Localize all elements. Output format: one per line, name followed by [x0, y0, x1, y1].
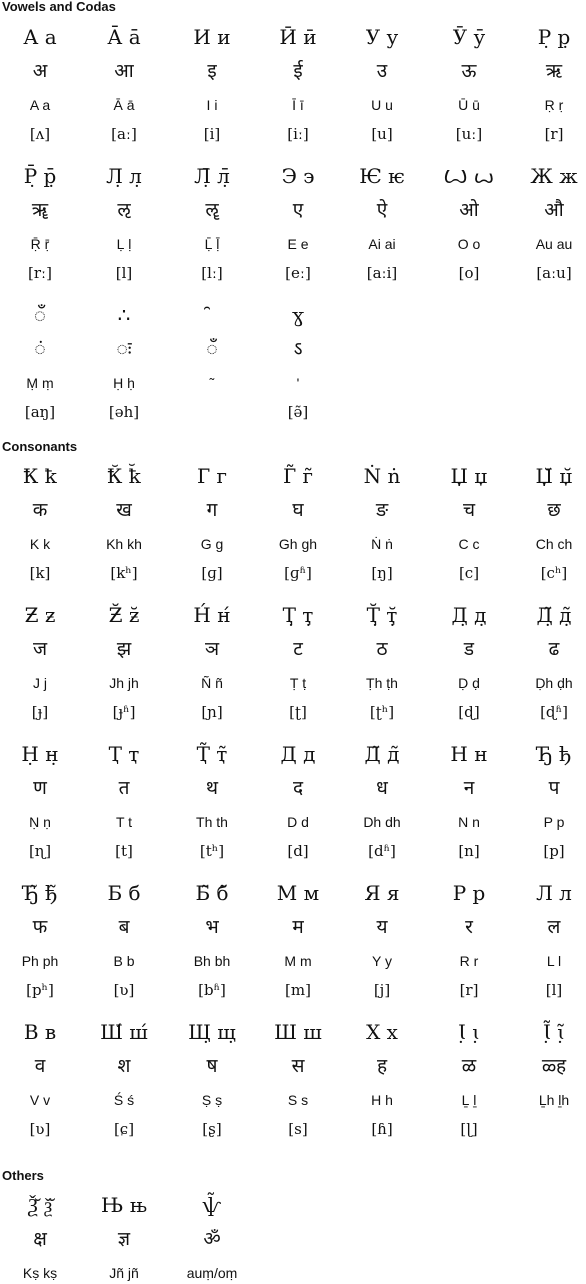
- latin-transliteration: Gh gh: [278, 536, 318, 552]
- ipa-pronunciation: [ʈ]: [289, 703, 307, 721]
- cyrillic-letter: Н̣ н̣: [21, 742, 59, 766]
- cyrillic-letter: ँ: [34, 303, 46, 327]
- latin-transliteration: U u: [371, 97, 393, 113]
- devanagari-letter: ए: [292, 199, 304, 221]
- latin-transliteration: K k: [29, 536, 51, 552]
- latin-transliteration: Ś ś: [113, 1092, 135, 1108]
- devanagari-letter: ग: [206, 499, 218, 521]
- devanagari-letter: य: [376, 916, 388, 938]
- cyrillic-letter: А̄ а̄: [107, 25, 141, 49]
- ipa-pronunciation: [u]: [371, 125, 393, 143]
- latin-transliteration: Y y: [372, 953, 392, 969]
- cyrillic-letter: Џ̆ џ̆: [535, 464, 573, 488]
- ipa-pronunciation: [pʰ]: [26, 981, 54, 999]
- ipa-pronunciation: [ɭ]: [460, 1120, 478, 1138]
- cyrillic-letter: Д̃ д̃: [364, 742, 400, 766]
- cyrillic-letter: Ш́ ш́: [100, 1020, 148, 1044]
- cyrillic-letter: Ђ ђ: [536, 742, 572, 766]
- devanagari-letter: द: [292, 777, 304, 799]
- devanagari-letter: ब: [118, 916, 130, 938]
- devanagari-letter: ळ्ह: [541, 1055, 567, 1077]
- ipa-pronunciation: [rː]: [28, 264, 52, 282]
- latin-transliteration: N n: [458, 814, 480, 830]
- cyrillic-letter: ѱ̃: [202, 1193, 222, 1217]
- devanagari-letter: झ: [116, 638, 132, 660]
- ipa-pronunciation: [aŋ]: [24, 403, 56, 421]
- ipa-pronunciation: [ə̃]: [287, 403, 309, 421]
- cyrillic-letter: Ꝁ̆ ꝁ̆: [106, 464, 142, 488]
- latin-transliteration: Kṣ kṣ: [22, 1265, 58, 1281]
- latin-transliteration: Ḍ ḍ: [458, 675, 480, 691]
- devanagari-letter: ज: [32, 638, 48, 660]
- latin-transliteration: O o: [457, 236, 481, 252]
- ipa-pronunciation: [ɳ]: [28, 842, 52, 860]
- cyrillic-letter: Н́ н́: [193, 603, 231, 627]
- latin-transliteration: D d: [287, 814, 309, 830]
- ipa-pronunciation: [j]: [373, 981, 391, 999]
- ipa-pronunciation: [aːi]: [366, 264, 398, 282]
- ipa-pronunciation: [aː]: [111, 125, 137, 143]
- devanagari-letter: स: [291, 1055, 305, 1077]
- ipa-pronunciation: [m]: [285, 981, 311, 999]
- latin-transliteration: M m: [284, 953, 312, 969]
- ipa-pronunciation: [ɡ]: [201, 564, 223, 582]
- devanagari-letter: ळ: [461, 1055, 477, 1077]
- devanagari-letter: ओ: [459, 199, 479, 221]
- latin-transliteration: Kh kh: [106, 536, 142, 552]
- devanagari-letter: ॠ: [31, 199, 49, 221]
- devanagari-letter: ल: [547, 916, 561, 938]
- devanagari-letter: अ: [32, 60, 48, 82]
- latin-transliteration: Ḥ ḥ: [113, 375, 135, 391]
- cyrillic-letter: Э э: [281, 164, 315, 188]
- cyrillic-letter: Ѥ ѥ: [359, 164, 405, 188]
- cyrillic-letter: Ӣ ӣ: [279, 25, 317, 49]
- cyrillic-letter: [170, 303, 254, 327]
- ipa-pronunciation: [i]: [203, 125, 221, 143]
- latin-transliteration: H h: [371, 1092, 393, 1108]
- ipa-pronunciation: [ʈʰ]: [369, 703, 395, 721]
- cyrillic-letter: Д̣ д̣: [451, 603, 487, 627]
- ipa-pronunciation: [ʋ]: [29, 1120, 51, 1138]
- latin-transliteration: Ṣ ṣ: [201, 1092, 223, 1108]
- cyrillic-letter: Н н: [450, 742, 488, 766]
- devanagari-letter: श: [117, 1055, 131, 1077]
- devanagari-letter: औ: [544, 199, 564, 221]
- devanagari-letter: आ: [114, 60, 134, 82]
- latin-transliteration: Jh jh: [109, 675, 139, 691]
- ipa-pronunciation: [p]: [543, 842, 565, 860]
- ipa-pronunciation: [eː]: [285, 264, 311, 282]
- ipa-pronunciation: [ɦ]: [371, 1120, 393, 1138]
- devanagari-letter: छ: [547, 499, 561, 521]
- cyrillic-letter: Г̃ г̃: [282, 464, 314, 488]
- cyrillic-letter: Р р: [452, 881, 486, 905]
- latin-transliteration: S s: [287, 1092, 309, 1108]
- ipa-pronunciation: [t]: [115, 842, 133, 860]
- devanagari-letter: उ: [376, 60, 388, 82]
- ipa-pronunciation: [ɡʱ]: [284, 564, 312, 582]
- devanagari-letter: क्ष: [33, 1228, 47, 1250]
- latin-transliteration: ': [296, 375, 300, 391]
- cyrillic-letter: В в: [23, 1020, 57, 1044]
- latin-transliteration: B b: [113, 953, 135, 969]
- latin-transliteration: I i: [206, 97, 218, 113]
- ipa-pronunciation: [ʋ]: [113, 981, 135, 999]
- devanagari-letter: ध: [376, 777, 388, 799]
- devanagari-letter: ण: [33, 777, 47, 799]
- ipa-pronunciation: [s]: [288, 1120, 308, 1138]
- cyrillic-letter: Х х: [366, 1020, 398, 1044]
- cyrillic-letter: Џ џ: [450, 464, 488, 488]
- latin-transliteration: Ṭ ṭ: [289, 675, 307, 691]
- devanagari-letter: ॐ: [203, 1228, 221, 1250]
- devanagari-letter: फ: [32, 916, 48, 938]
- latin-transliteration: Ai ai: [368, 236, 396, 252]
- latin-transliteration: Ph ph: [21, 953, 59, 969]
- ipa-pronunciation: [l]: [115, 264, 133, 282]
- cyrillic-letter: Ƶ ƶ: [24, 603, 56, 627]
- ipa-pronunciation: [ʌ]: [29, 125, 51, 143]
- devanagari-letter: प: [548, 777, 560, 799]
- latin-transliteration: Ḻh ḻh: [538, 1092, 570, 1108]
- cyrillic-letter: Л л: [536, 881, 572, 905]
- ipa-pronunciation: [ɲ]: [201, 703, 223, 721]
- latin-transliteration: auṃ/oṃ: [186, 1265, 238, 1281]
- cyrillic-letter: Ҭ̣ ҭ̣: [282, 603, 314, 627]
- latin-transliteration: Ṃ ṃ: [26, 375, 54, 391]
- devanagari-letter: ड: [463, 638, 475, 660]
- ipa-pronunciation: [iː]: [287, 125, 309, 143]
- latin-transliteration: Ṭh ṭh: [366, 675, 398, 691]
- section-title-vowels: Vowels and Codas: [2, 0, 116, 14]
- cyrillic-letter: Ꙇ̣ ꙇ̣: [457, 1020, 481, 1044]
- cyrillic-letter: Д̣̃ д̣̃: [536, 603, 572, 627]
- ipa-pronunciation: [ɖ]: [458, 703, 480, 721]
- cyrillic-letter: Ṅ ṅ: [363, 464, 401, 488]
- cyrillic-letter: Ҭ̣̆ ҭ̣̆: [366, 603, 398, 627]
- ipa-pronunciation: [ŋ]: [371, 564, 393, 582]
- latin-transliteration: Ḍh ḍh: [535, 675, 573, 691]
- cyrillic-letter: Ꙍ ꙍ: [443, 164, 495, 188]
- cyrillic-letter: Щ̣ щ̣: [188, 1020, 236, 1044]
- cyrillic-letter: Г г: [196, 464, 228, 488]
- latin-transliteration: Bh bh: [193, 953, 231, 969]
- latin-transliteration: ˜: [209, 375, 215, 391]
- ipa-pronunciation: [lː]: [201, 264, 223, 282]
- cyrillic-letter: Ж ж: [530, 164, 578, 188]
- latin-transliteration: L l: [546, 953, 562, 969]
- ipa-pronunciation: [k]: [29, 564, 51, 582]
- section-title-others: Others: [2, 1168, 44, 1183]
- latin-transliteration: Jñ jñ: [109, 1265, 139, 1281]
- cyrillic-letter: Р̣̄ р̣̄: [23, 164, 57, 188]
- cyrillic-letter: Ӯ ӯ: [452, 25, 486, 49]
- cyrillic-letter: Ѯ̆ ѯ̆: [27, 1193, 53, 1217]
- cyrillic-letter: Ђ̃ ђ̃: [22, 881, 58, 905]
- cyrillic-letter: Я я: [364, 881, 400, 905]
- ipa-pronunciation: [n]: [458, 842, 480, 860]
- ipa-pronunciation: [aːu]: [536, 264, 572, 282]
- latin-transliteration: P p: [543, 814, 565, 830]
- devanagari-letter: थ: [205, 777, 219, 799]
- latin-transliteration: Ū ū: [458, 97, 480, 113]
- latin-transliteration: Ṅ ṅ: [371, 536, 393, 552]
- devanagari-letter: ङ: [375, 499, 389, 521]
- devanagari-letter: ष: [206, 1055, 218, 1077]
- devanagari-letter: म: [292, 916, 304, 938]
- cyrillic-letter: У у: [365, 25, 399, 49]
- cyrillic-letter: Д д: [280, 742, 316, 766]
- devanagari-letter: ई: [293, 60, 303, 82]
- devanagari-letter: च: [462, 499, 476, 521]
- latin-transliteration: A a: [29, 97, 51, 113]
- devanagari-letter: ऐ: [376, 199, 388, 221]
- ipa-pronunciation: [uː]: [455, 125, 483, 143]
- ipa-pronunciation: [əh]: [108, 403, 140, 421]
- latin-transliteration: J j: [33, 675, 47, 691]
- latin-transliteration: V v: [29, 1092, 51, 1108]
- ipa-pronunciation: [r]: [544, 125, 564, 143]
- latin-transliteration: Ṇ ṇ: [29, 814, 51, 830]
- devanagari-letter: भ: [205, 916, 219, 938]
- latin-transliteration: Ṛ ṛ: [544, 97, 564, 113]
- cyrillic-letter: Б̃ б̃: [195, 881, 229, 905]
- ipa-pronunciation: [ɟ]: [31, 703, 49, 721]
- ipa-pronunciation: [ʂ]: [202, 1120, 222, 1138]
- devanagari-letter: त: [118, 777, 130, 799]
- devanagari-letter: ः: [116, 338, 132, 360]
- cyrillic-letter: М м: [276, 881, 320, 905]
- devanagari-letter: ऋ: [545, 60, 563, 82]
- devanagari-letter: ढ: [548, 638, 560, 660]
- ipa-pronunciation: [bʱ]: [198, 981, 226, 999]
- latin-transliteration: Ṝ ṝ: [30, 236, 50, 252]
- ipa-pronunciation: [d]: [287, 842, 309, 860]
- devanagari-letter: क: [32, 499, 48, 521]
- latin-transliteration: G g: [200, 536, 224, 552]
- cyrillic-letter: Ҭ ҭ: [108, 742, 140, 766]
- ipa-pronunciation: [dʱ]: [368, 842, 396, 860]
- devanagari-letter: ऊ: [461, 60, 477, 82]
- cyrillic-letter: Њ њ: [101, 1193, 147, 1217]
- latin-transliteration: Ḹ ḹ: [204, 236, 220, 252]
- latin-transliteration: E e: [287, 236, 309, 252]
- ipa-pronunciation: [ɖʱ]: [540, 703, 568, 721]
- latin-transliteration: Ḻ ḻ: [461, 1092, 477, 1108]
- cyrillic-letter: Ш ш: [274, 1020, 322, 1044]
- latin-transliteration: Ch ch: [535, 536, 573, 552]
- cyrillic-letter: ɣ: [292, 303, 304, 327]
- devanagari-letter: ह: [376, 1055, 388, 1077]
- devanagari-letter: ॡ: [205, 199, 219, 221]
- devanagari-letter: ख: [116, 499, 132, 521]
- latin-transliteration: Th th: [196, 814, 228, 830]
- ipa-pronunciation: [o]: [458, 264, 480, 282]
- devanagari-letter: इ: [207, 60, 217, 82]
- cyrillic-letter: И и: [193, 25, 231, 49]
- devanagari-letter: न: [463, 777, 475, 799]
- latin-transliteration: R r: [459, 953, 479, 969]
- cyrillic-letter: Б б: [107, 881, 141, 905]
- cyrillic-letter: Л̣ л̣: [106, 164, 142, 188]
- section-title-consonants: Consonants: [2, 439, 78, 454]
- ipa-pronunciation: [l]: [545, 981, 563, 999]
- latin-transliteration: Ḷ ḷ: [116, 236, 132, 252]
- ipa-pronunciation: [tʰ]: [199, 842, 225, 860]
- latin-transliteration: Dh dh: [363, 814, 401, 830]
- latin-transliteration: C c: [458, 536, 480, 552]
- cyrillic-letter: Ҭ̃ ҭ̃: [196, 742, 228, 766]
- devanagari-letter: ऽ: [293, 338, 303, 360]
- latin-transliteration: Ñ ñ: [201, 675, 223, 691]
- devanagari-letter: ट: [293, 638, 303, 660]
- ipa-pronunciation: [ɕ]: [113, 1120, 135, 1138]
- latin-transliteration: Ī ī: [292, 97, 304, 113]
- cyrillic-letter: ∴: [117, 303, 131, 327]
- devanagari-letter: ठ: [376, 638, 388, 660]
- devanagari-letter: र: [465, 916, 473, 938]
- cyrillic-letter: А а: [23, 25, 57, 49]
- cyrillic-letter: Р̣ р̣: [537, 25, 571, 49]
- cyrillic-letter: Л̣̄ л̣̄: [194, 164, 230, 188]
- latin-transliteration: Au au: [535, 236, 573, 252]
- ipa-pronunciation: [r]: [459, 981, 479, 999]
- cyrillic-letter: Ƶ̆ ƶ̆: [108, 603, 140, 627]
- ipa-pronunciation: [ɟʱ]: [112, 703, 136, 721]
- cyrillic-letter: Ꙇ̣̃ ꙇ̣̃: [542, 1020, 566, 1044]
- devanagari-letter: व: [34, 1055, 46, 1077]
- ipa-pronunciation: [c]: [458, 564, 480, 582]
- latin-transliteration: Ā ā: [113, 97, 135, 113]
- devanagari-letter: ँ: [206, 338, 218, 360]
- devanagari-letter: ञ: [204, 638, 220, 660]
- devanagari-letter: ं: [34, 338, 46, 360]
- devanagari-letter: ज्ञ: [117, 1228, 131, 1250]
- ipa-pronunciation: [cʰ]: [540, 564, 568, 582]
- cyrillic-letter: Ꝁ ꝁ: [22, 464, 58, 488]
- devanagari-letter: ऌ: [117, 199, 131, 221]
- latin-transliteration: T t: [115, 814, 133, 830]
- devanagari-letter: घ: [292, 499, 304, 521]
- ipa-pronunciation: [kʰ]: [110, 564, 138, 582]
